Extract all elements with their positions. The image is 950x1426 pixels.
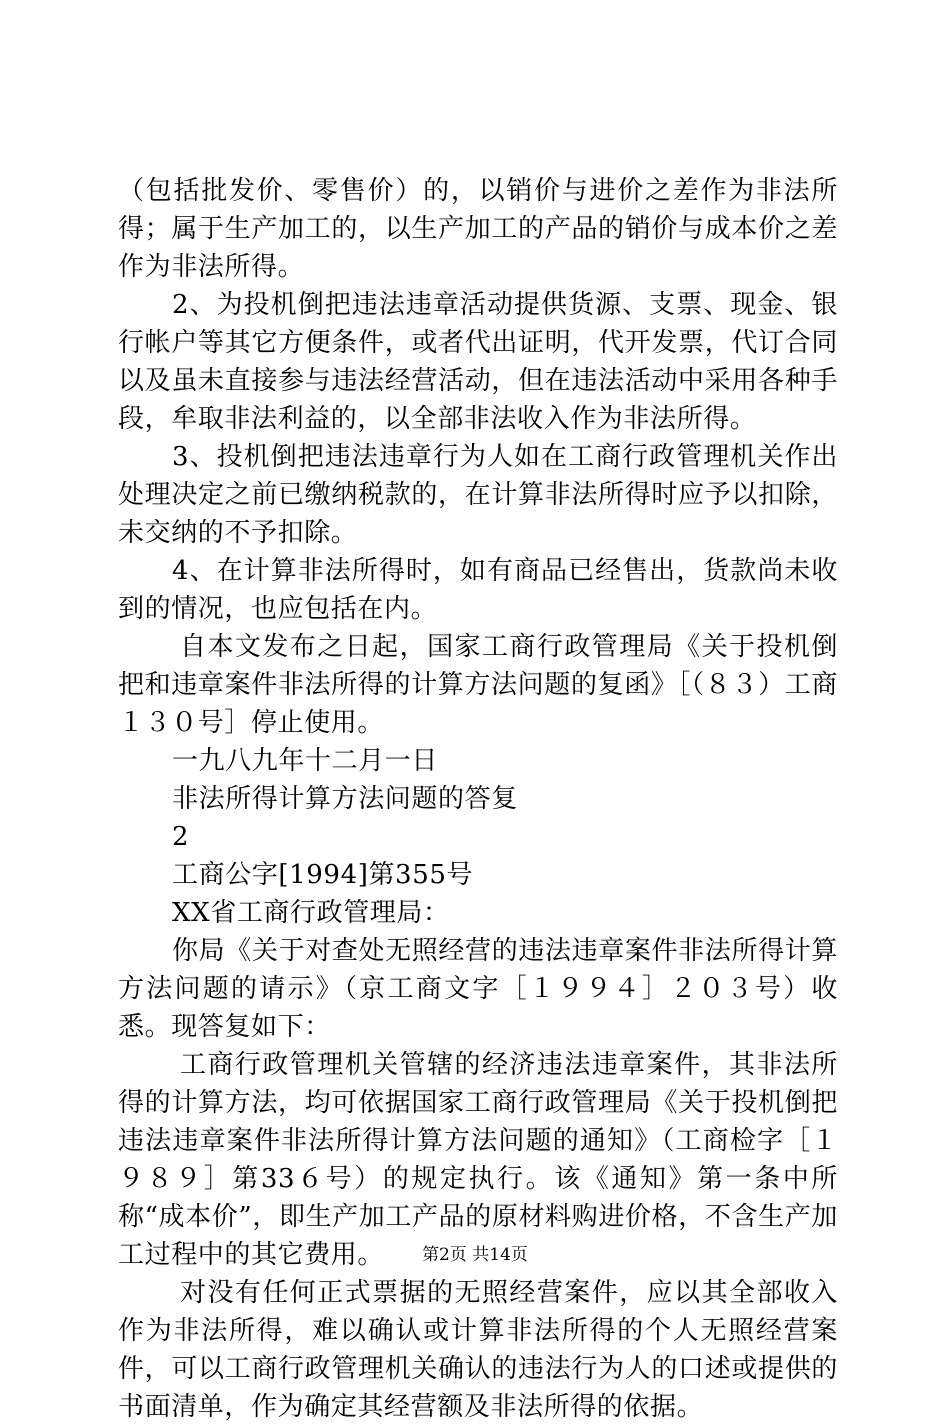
section-title: 非法所得计算方法问题的答复 — [172, 784, 518, 814]
paragraph-date: 一九八九年十二月一日 — [172, 746, 439, 776]
paragraph-calculation-method: 工商行政管理机关管辖的经济违法违章案件，其非法所得的计算方法，均可依据国家工商行政管理局《关于投机倒把违法违章案件非法所得计算方法问题的通知》（工商检字［１９８９］第33６号）的规定执行。该《通知》第一条中所称“成本价”，即生产加工产品的原材料购进价格，不含生产加工过程中的其它费用。 — [118, 1050, 838, 1270]
section-number: 2 — [172, 822, 190, 852]
page-number-footer: 第2页 共14页 — [422, 1245, 528, 1265]
addressee: XX省工商行政管理局： — [172, 898, 450, 928]
paragraph-item-4: 4、在计算非法所得时，如有商品已经售出，货款尚未收到的情况，也应包括在内。 — [118, 556, 838, 624]
paragraph-item-2: 2、为投机倒把违法违章活动提供货源、支票、现金、银行帐户等其它方便条件，或者代出证明，代开发票，代订合同以及虽未直接参与违法经营活动，但在违法活动中采用各种手段，牟取非法利益的，以全部非法收入作为非法所得。 — [118, 290, 838, 434]
document-reference-number: 工商公字[1994]第355号 — [172, 860, 474, 890]
paragraph-request-ack: 你局《关于对查处无照经营的违法违章案件非法所得计算方法问题的请示》（京工商文字［１９９４］２０３号）收悉。现答复如下： — [118, 936, 838, 1042]
paragraph-unlicensed-cases: 对没有任何正式票据的无照经营案件，应以其全部收入作为非法所得，难以确认或计算非法所得的个人无照经营案件，可以工商行政管理机关确认的违法行为人的口述或提供的书面清单，作为确定其经营额及非法所得的依据。 — [118, 1278, 838, 1422]
paragraph-item-3: 3、投机倒把违法违章行为人如在工商行政管理机关作出处理决定之前已缴纳税款的，在计算非法所得时应予以扣除，未交纳的不予扣除。 — [118, 442, 838, 548]
document-body — [118, 172, 838, 1426]
paragraph-continuation: （包括批发价、零售价）的，以销价与进价之差作为非法所得；属于生产加工的，以生产加工的产品的销价与成本价之差作为非法所得。 — [118, 176, 838, 282]
paragraph-effective-date-note: 自本文发布之日起，国家工商行政管理局《关于投机倒把和违章案件非法所得的计算方法问题的复函》［（８３）工商１３０号］停止使用。 — [118, 632, 838, 738]
